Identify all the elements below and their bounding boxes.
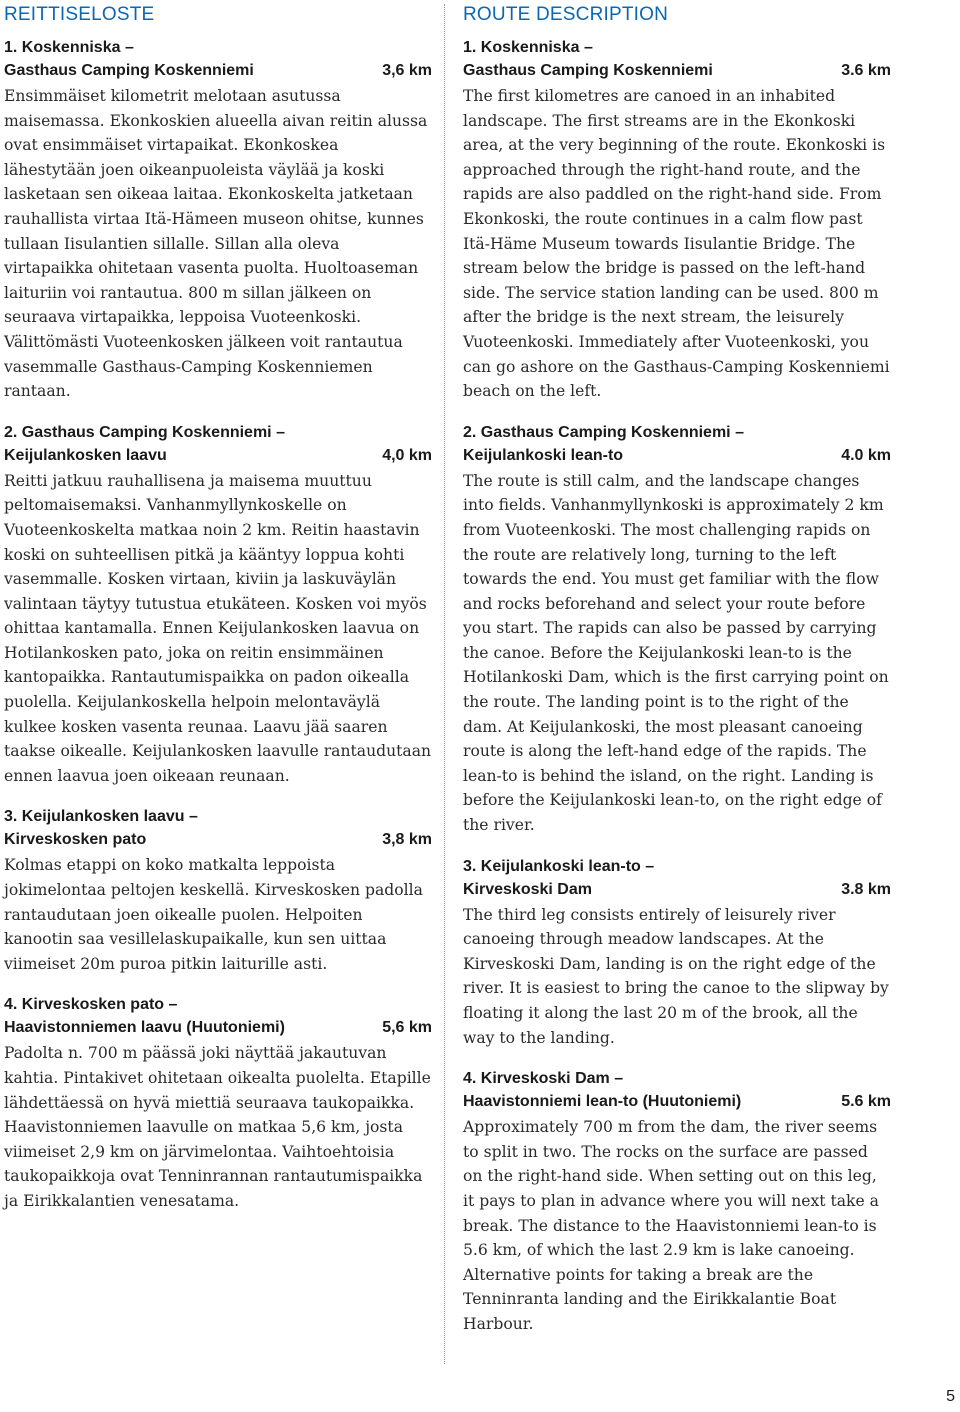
route-leg-1-fi [4, 36, 432, 404]
leg-subtitle: Haavistonniemi lean-to (Huutoniemi) [463, 1093, 742, 1111]
leg-subtitle: Keijulankosken laavu [4, 446, 167, 464]
leg-title: 2. Gasthaus Camping Koskenniemi – [463, 423, 744, 441]
page-number: 5 [946, 1388, 955, 1405]
leg-description: Ensimmäiset kilometrit melotaan asutussa maisemassa. Ekonkoskien alueella aivan reitin alussa ovat ensimmäiset virtapaikat. Ekonkoskea lähestytään joen oikeanpuoleista väylää ja koski lasketaan sen oikeaa laitaa. Ekonkoskelta jatketaan rauhallista virtaa Itä-Hämeen museon ohitse, kunnes tullaan Iisulantien sillalle. Sillan alla oleva virtapaikka ohitetaan vasenta puolta. Huoltoaseman laituriin voi rantautua. 800 m sillan jälkeen on seuraava virtapaikka, leppoisa Vuoteenkoski. Välittömästi Vuoteenkosken jälkeen voit rantautua vasemmalle Gasthaus-Camping Koskenniemen rantaan. [4, 87, 428, 401]
leg-title: 3. Keijulankosken laavu – [4, 808, 198, 826]
leg-title: 4. Kirveskoski Dam – [463, 1070, 624, 1088]
leg-title: 4. Kirveskosken pato – [4, 996, 178, 1014]
section-heading-english: ROUTE DESCRIPTION [463, 4, 669, 25]
leg-description: Reitti jatkuu rauhallisena ja maisema muuttuu peltomaisemaksi. Vanhanmyllynkoskelle on Vuoteenkoskelta matkaa noin 2 km. Reitin haastavin koski on suhteellisen pitkä ja kääntyy loppua kohti vasemmalle. Kosken virtaan, kiviin ja laskuväylän valintaan täytyy tutustua etukäteen. Kosken voi myös ohittaa kantamalla. Ennen Keijulankosken laavua on Hotilankosken pato, joka on reitin ensimmäinen kantopaikka. Rantautumispaikka on padon oikealla puolella. Keijulankoskella helpoin melontaväylä kulkee kosken vasenta reunaa. Laavu jää saaren taakse oikealle. Keijulankosken laavulle rantaudutaan ennen laavua joen oikeaan reunaan. [4, 471, 432, 785]
leg-subtitle: Gasthaus Camping Koskenniemi [4, 62, 254, 79]
leg-subtitle-row [4, 444, 432, 467]
leg-subtitle-row [4, 828, 432, 851]
leg-description: The route is still calm, and the landscape changes into fields. Vanhanmyllynkoski is approximately 2 km from Vuoteenkoski. The most challenging rapids on the route are relatively long, turning to the left towards the end. You must get familiar with the flow and rocks beforehand and select your route before you start. The rapids can also be passed by carrying the canoe. Before the Keijulankoski lean-to is the Hotilankoski Dam, which is the first carrying point on the route. The landing point is to the right of the dam. At Keijulankoski, the most pleasant canoeing route is along the left-hand edge of the rapids. The lean-to is behind the island, on the right. Landing is before the Keijulankoski lean-to, on the right edge of the river. [463, 471, 889, 835]
section-heading-finnish: REITTISELOSTE [4, 4, 155, 25]
leg-description: The first kilometres are canoed in an inhabited landscape. The first streams are in the Ekonkoski area, at the very beginning of the route. Ekonkoski is approached through the right-hand route, and the rapids are also paddled on the right-hand side. From Ekonkoski, the route continues in a calm flow past Itä-Häme Museum towards Iisulantie Bridge. The stream below the bridge is passed on the left-hand side. The service station landing can be used. 800 m after the bridge is the next stream, the leisurely Vuoteenkoski. Immediately after Vuoteenkoski, you can go ashore on the Gasthaus-Camping Koskenniemi beach on the left. [463, 87, 890, 401]
leg-description: Kolmas etappi on koko matkalta leppoista jokimelontaa peltojen keskellä. Kirveskosken padolla rantaudutaan joen oikealle puolen. Helpoiten kanootin saa vesillelaskupaikalle, kun sen uittaa viimeiset 20m puroa pitkin laiturille asti. [4, 856, 423, 973]
route-leg-3-en [463, 855, 891, 1051]
leg-subtitle: Keijulankoski lean-to [463, 446, 624, 464]
leg-subtitle: Haavistonniemen laavu (Huutoniemi) [4, 1019, 285, 1037]
finnish-column [4, 0, 432, 1214]
leg-subtitle-row [463, 444, 891, 467]
leg-description: The third leg consists entirely of leisurely river canoeing through meadow landscapes. At the Kirveskoski Dam, landing is on the right edge of the river. It is easiest to bring the canoe to the slipway by floating it along the last 20 m of the brook, all the way to the landing. [463, 905, 889, 1047]
leg-subtitle-row [463, 59, 891, 82]
route-leg-4-en [463, 1067, 891, 1336]
leg-subtitle: Kirveskosken pato [4, 831, 147, 849]
leg-title: 1. Koskenniska – [4, 39, 134, 56]
leg-description: Approximately 700 m from the dam, the river seems to split in two. The rocks on the surface are passed on the right-hand side. When setting out on this leg, it pays to plan in advance where you will next take a break. The distance to the Haavistonniemi lean-to is 5.6 km, of which the last 2.9 km is lake canoeing. Alternative points for taking a break are the Tenninranta landing and the Eirikkalantie Boat Harbour. [463, 1118, 879, 1333]
leg-description: Padolta n. 700 m päässä joki näyttää jakautuvan kahtia. Pintakivet ohitetaan oikealta puolelta. Etapille lähdettäessä on hyvä miettiä seuraava taukopaikka. Haavistonniemen laavulle on matkaa 5,6 km, josta viimeiset 2,9 km on järvimelontaa. Vaihtoehtoisia taukopaikkoja ovat Tenninrannan rantautumispaikka ja Eirikkalantien venesatama. [4, 1044, 431, 1210]
leg-distance: 5.6 km [841, 1093, 891, 1111]
leg-subtitle: Gasthaus Camping Koskenniemi [463, 62, 713, 79]
leg-distance: 3,8 km [382, 831, 432, 849]
leg-subtitle: Kirveskoski Dam [463, 880, 592, 898]
route-leg-3-fi [4, 805, 432, 976]
leg-distance: 3.6 km [841, 62, 891, 79]
leg-subtitle-row [4, 1016, 432, 1039]
column-divider [444, 4, 445, 1364]
leg-title: 2. Gasthaus Camping Koskenniemi – [4, 423, 285, 441]
english-column [463, 0, 891, 1337]
leg-distance: 3,6 km [382, 62, 432, 79]
route-leg-1-en [463, 36, 891, 404]
leg-subtitle-row [463, 878, 891, 901]
route-leg-2-fi [4, 421, 432, 789]
leg-distance: 4,0 km [382, 446, 432, 464]
leg-distance: 3.8 km [841, 880, 891, 898]
leg-distance: 5,6 km [382, 1019, 432, 1037]
route-leg-4-fi [4, 993, 432, 1213]
leg-title: 1. Koskenniska – [463, 39, 593, 56]
route-leg-2-en [463, 421, 891, 838]
leg-distance: 4.0 km [841, 446, 891, 464]
leg-subtitle-row [4, 59, 432, 82]
leg-subtitle-row [463, 1090, 891, 1113]
leg-title: 3. Keijulankoski lean-to – [463, 857, 655, 875]
